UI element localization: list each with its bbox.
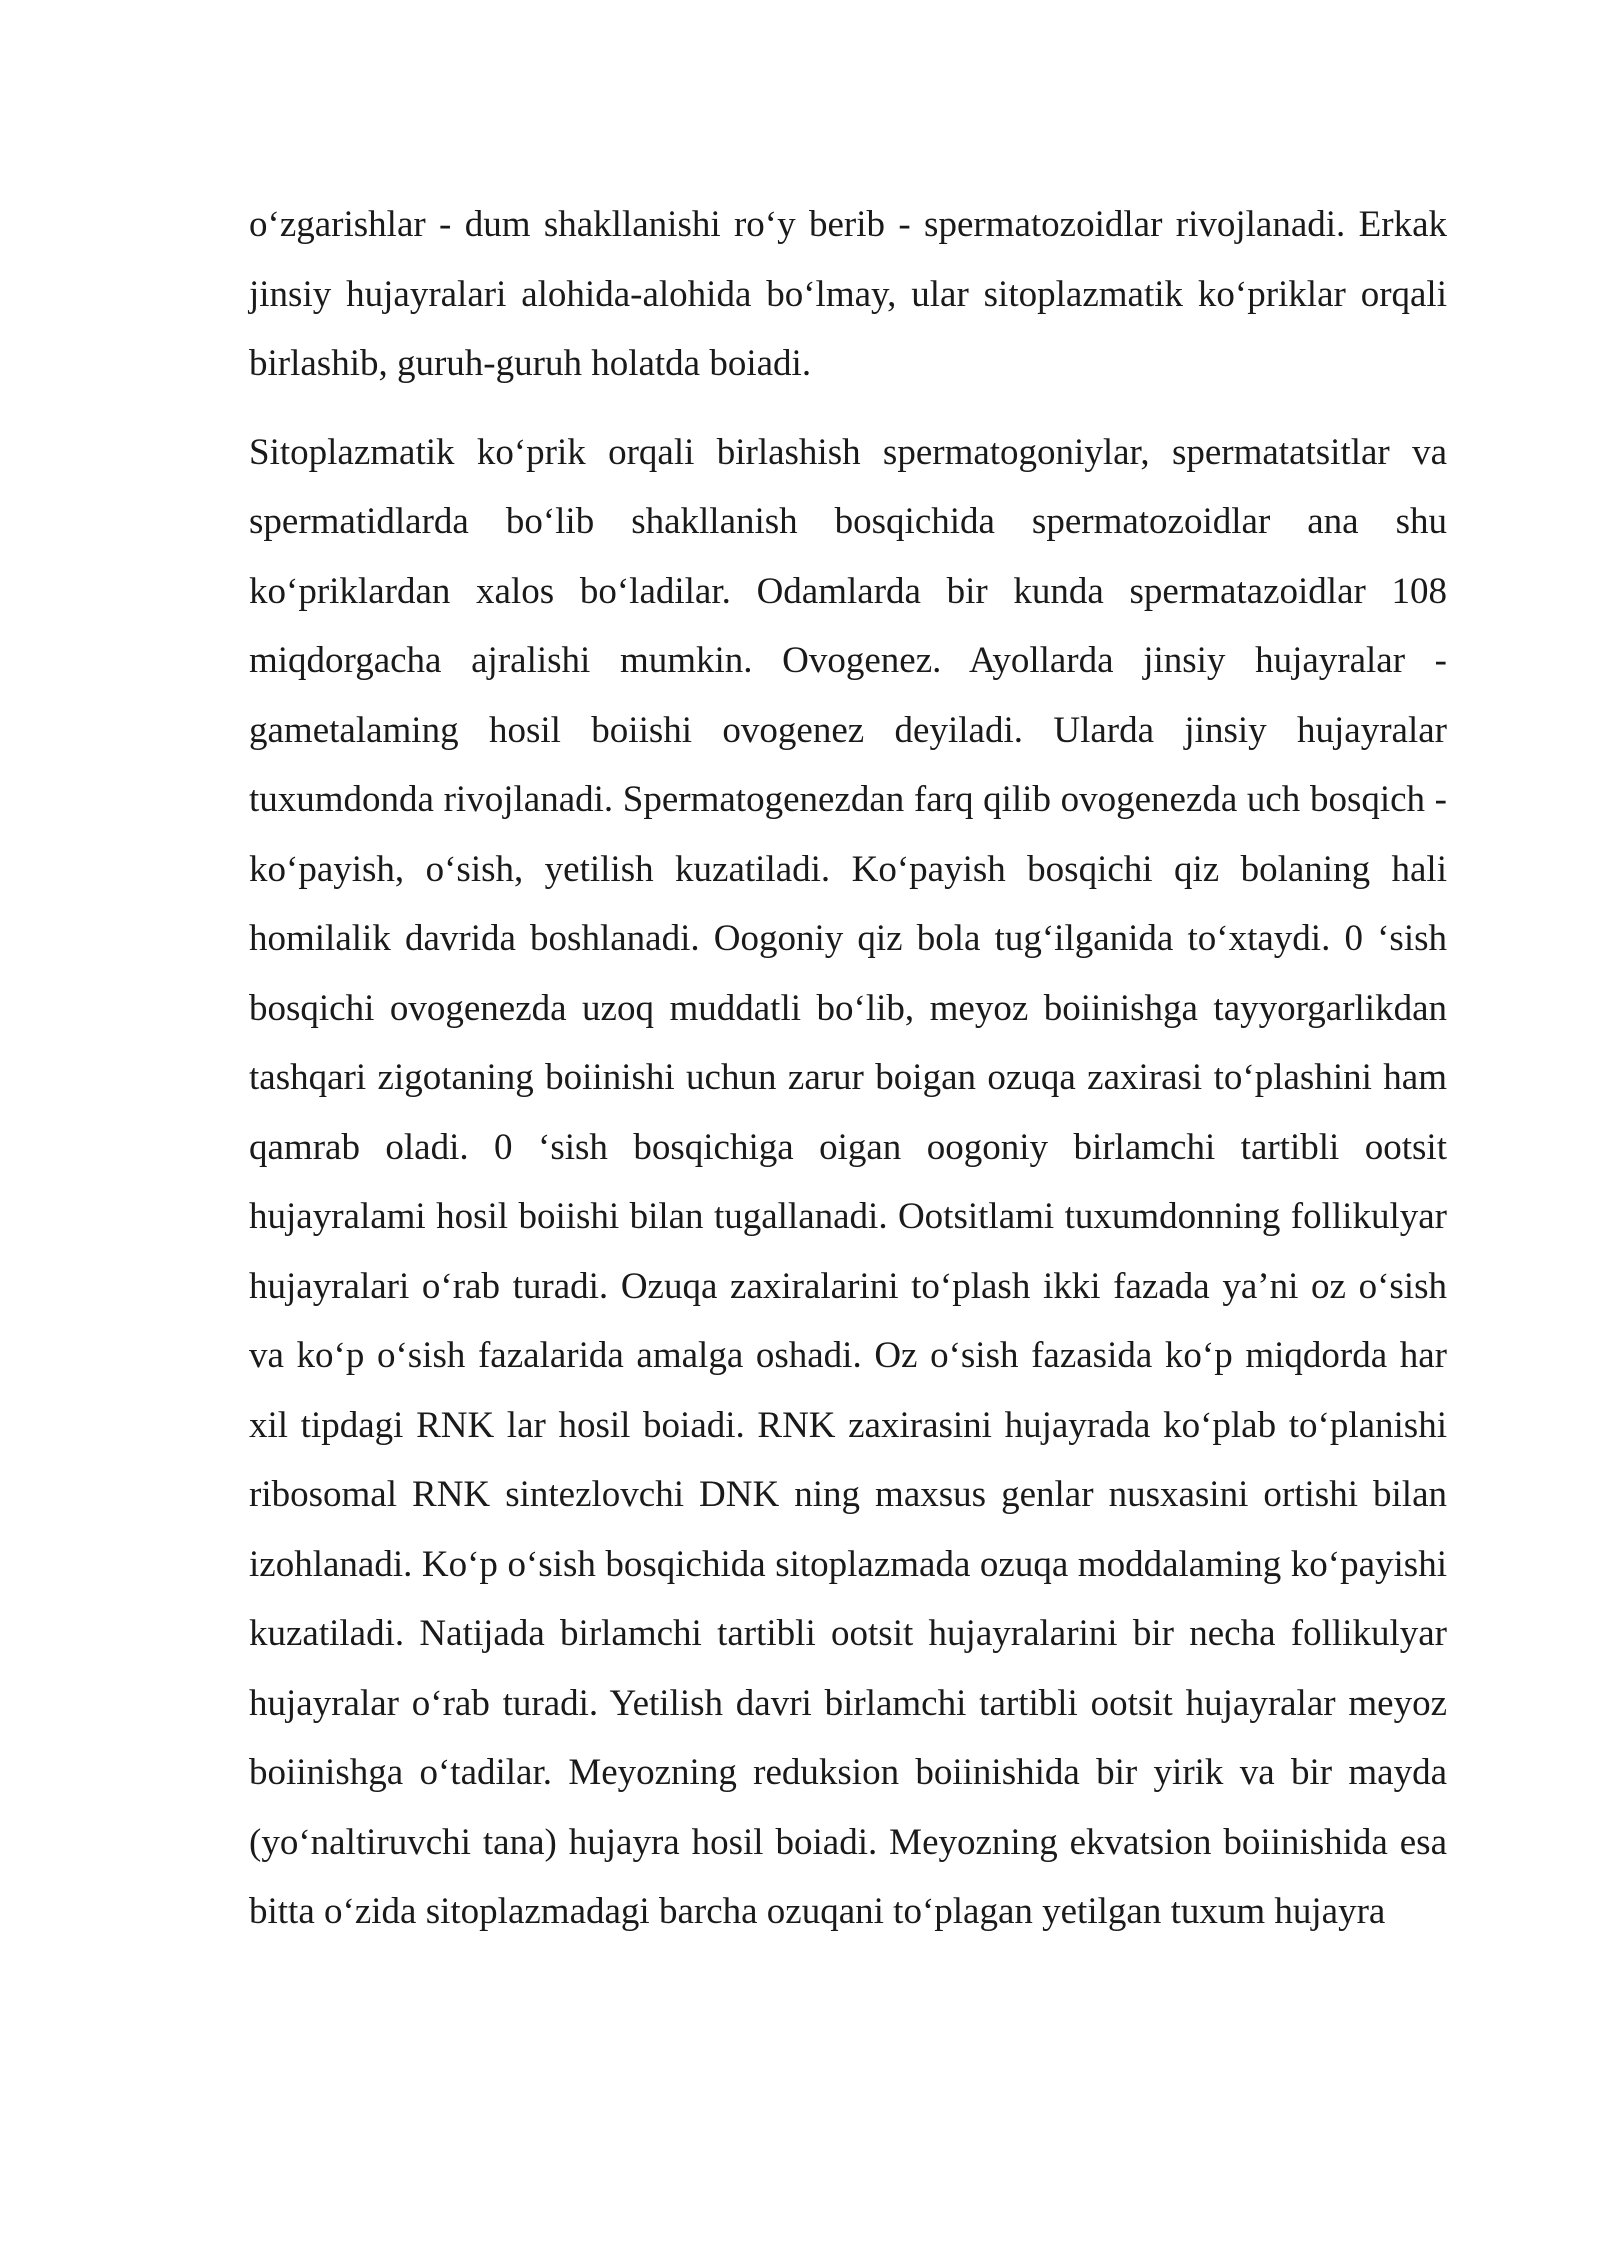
paragraph: Sitoplazmatik ko‘prik orqali birlashish spermatogoniylar, spermatatsitlar va spermatidlarda bo‘lib shakllanish bosqichida spermatozoidlar ana shu ko‘priklardan xalos bo‘ladilar. Odamlarda bir kunda spermatazoidlar 108 miqdorgacha ajralishi mumkin. Ovogenez. Ayollarda jinsiy hujayralar - gametalaming hosil boiishi ovogenez deyiladi. Ularda jinsiy hujayralar tuxumdonda rivojlanadi. Spermatogenezdan farq qilib ovogenezda uch bosqich - ko‘payish, o‘sish, yetilish kuzatiladi. Ko‘payish bosqichi qiz bolaning hali homilalik davrida boshlanadi. Oogoniy qiz bola tug‘ilganida to‘xtaydi. 0 ‘sish bosqichi ovogenezda uzoq muddatli bo‘lib, meyoz boiinishga tayyorgarlikdan tashqari zigotaning boiinishi uchun zarur boigan ozuqa zaxirasi to‘plashini ham qamrab oladi. 0 ‘sish bosqichiga oigan oogoniy birlamchi tartibli ootsit hujayralami hosil boiishi bilan tugallanadi. Ootsitlami tuxumdonning follikulyar hujayralari o‘rab turadi. Ozuqa zaxiralarini to‘plash ikki fazada ya’ni oz o‘sish va ko‘p o‘sish fazalarida amalga oshadi. Oz o‘sish fazasida ko‘p miqdorda har xil tipdagi RNK lar hosil boiadi. RNK zaxirasini hujayrada ko‘plab to‘planishi ribosomal RNK sintezlovchi DNK ning maxsus genlar nusxasini ortishi bilan izohlanadi. Ko‘p o‘sish bosqichida sitoplazmada ozuqa moddalaming ko‘payishi kuzatiladi. Natijada birlamchi tartibli ootsit hujayralarini bir necha follikulyar hujayralar o‘rab turadi. Yetilish davri birlamchi tartibli ootsit hujayralar meyoz boiinishga o‘tadilar. Meyozning reduksion boiinishida bir yirik va bir mayda (yo‘naltiruvchi tana) hujayra hosil boiadi. Meyozning ekvatsion boiinishida esa bitta o‘zida sitoplazmadagi barcha ozuqani to‘plagan yetilgan tuxum hujayra	[249, 431, 1447, 1932]
body-text	[249, 190, 1447, 1947]
paragraph: o‘zgarishlar - dum shakllanishi ro‘y berib - spermatozoidlar rivojlanadi. Erkak jinsiy hujayralari alohida-alohida bo‘lmay, ular sitoplazmatik ko‘priklar orqali birlashib, guruh-guruh holatda boiadi.	[249, 204, 1447, 384]
